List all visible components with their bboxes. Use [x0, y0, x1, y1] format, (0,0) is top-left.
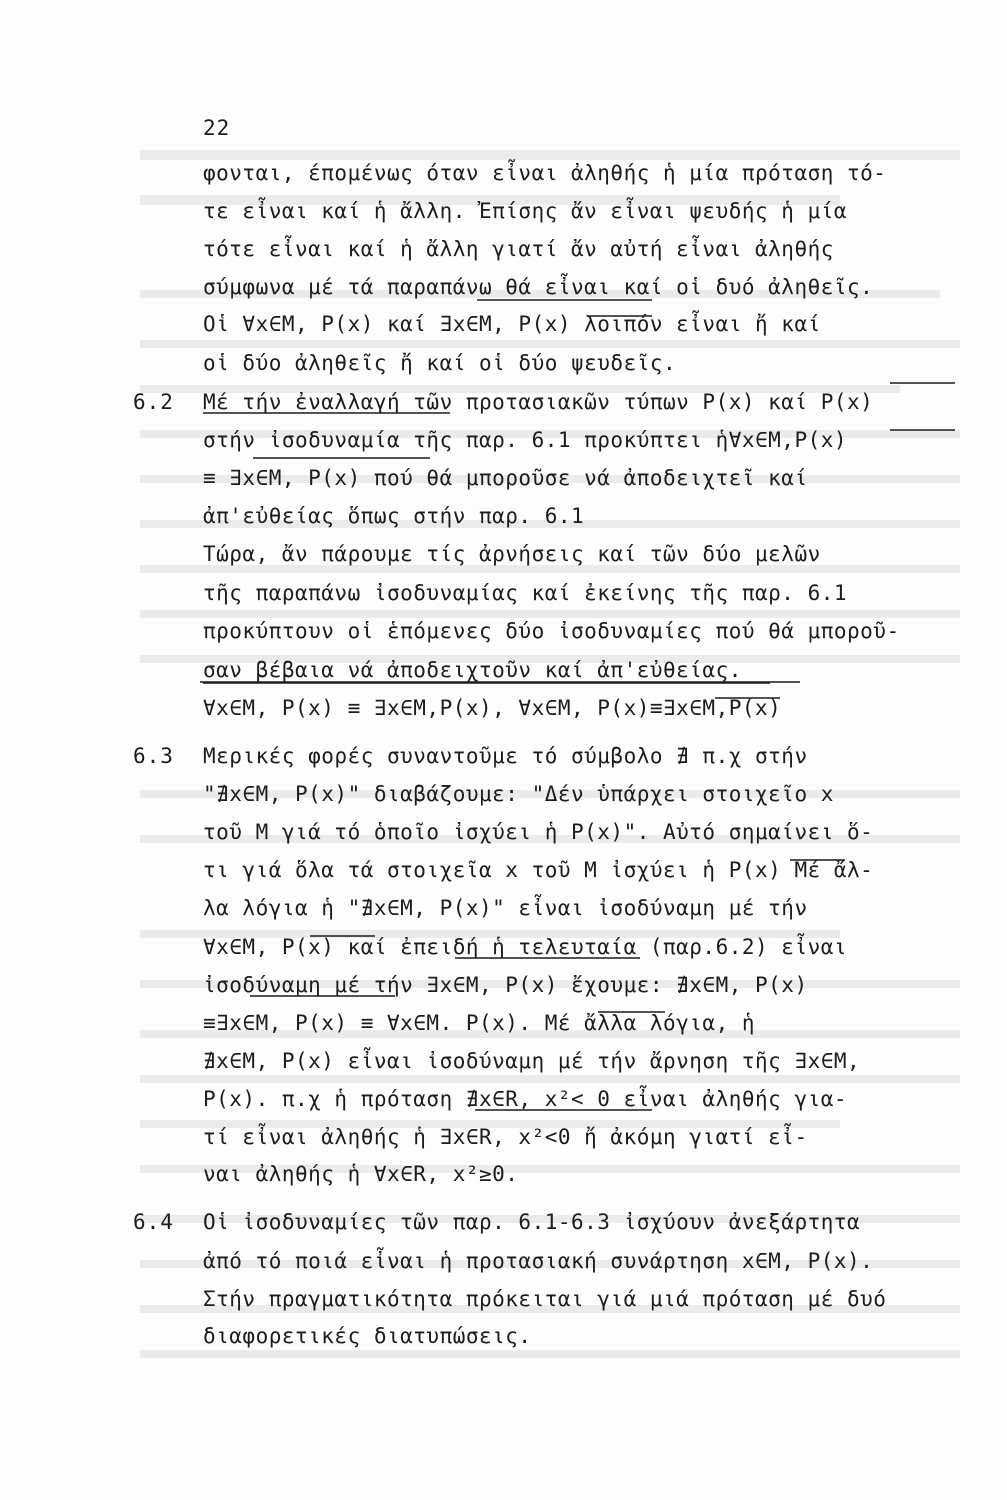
text-line: τί εἶναι ἀληθής ἡ ∃x∈R, x²<0 ἤ ἀκόμη γιατί εἶ- — [203, 1125, 808, 1149]
text-line: Στήν πραγματικότητα πρόκειται γιά μιά πρόταση μέ δυό — [203, 1287, 887, 1311]
formula-line: ∀x∈M, P(x) ≡ ∃x∈M,P(x), ∀x∈M, P(x)≡∃x∈M,P(x) — [203, 696, 782, 720]
text-line: ἀπ'εὐθείας ὅπως στήν παρ. 6.1 — [203, 504, 585, 528]
section-number: 6.2 — [133, 390, 174, 414]
text-line: διαφορετικές διατυπώσεις. — [203, 1324, 532, 1348]
text-line: τοῦ Μ γιά τό ὁποῖο ἰσχύει ἡ P(x)". Αὐτό σημαίνει ὅ- — [203, 820, 874, 844]
text-line: "∄x∈M, P(x)" διαβάζουμε: "Δέν ὑπάρχει στοιχεῖο x — [203, 782, 834, 806]
text-line: ∀x∈M, P(x) καί ἐπειδή ἡ τελευταία (παρ.6.2) εἶναι — [203, 935, 848, 959]
text-line: φονται, έπομένως όταν εἶναι ἀληθής ἡ μία πρόταση τό- — [203, 161, 887, 185]
text-line: στήν ἰσοδυναμία τῆς παρ. 6.1 προκύπτει ἡ∀x∈M,P(x) — [203, 428, 848, 452]
text-line: P(x). π.χ ἡ πρόταση ∄x∈R, x²< 0 εἶναι ἀληθής για- — [203, 1087, 848, 1111]
text-line: σύμφωνα μέ τά παραπάνω θά εἶναι καί οἱ δυό ἀληθεῖς. — [203, 275, 874, 299]
text-line: τότε εἶναι καί ἡ ἄλλη γιατί ἄν αὐτή εἶναι ἀληθής — [203, 237, 834, 261]
text-line: Μέ τήν ἐναλλαγή τῶν προτασιακῶν τύπων P(x) καί P(x) — [203, 390, 874, 414]
text-line: προκύπτουν οἱ ἑπόμενες δύο ἰσοδυναμίες πού θά μποροῦ- — [203, 619, 900, 643]
text-line: λα λόγια ἡ "∄x∈M, P(x)" εἶναι ἰσοδύναμη μέ τήν — [203, 896, 808, 920]
text-line: σαν βέβαια νά ἀποδειχτοῦν καί ἀπ'εὐθείας. — [203, 658, 742, 682]
text-line: τι γιά ὅλα τά στοιχεῖα x τοῦ Μ ἰσχύει ἡ P(x) Μέ ἄλ- — [203, 858, 874, 882]
text-line: ≡ ∃x∈M, P(x) πού θά μποροῦσε νά ἀποδειχτεῖ καί — [203, 466, 808, 490]
text-line: ∄x∈M, P(x) εἶναι ἰσοδύναμη μέ τήν ἄρνηση τῆς ∃x∈M, — [203, 1049, 861, 1073]
section-number: 6.4 — [133, 1210, 174, 1234]
text-line: ναι ἀληθής ἡ ∀x∈R, x²≥0. — [203, 1162, 519, 1186]
text-line: τε εἶναι καί ἡ ἄλλη. Ἐπίσης ἄν εἶναι ψευδής ἡ μία — [203, 199, 848, 223]
text-line: Οἱ ∀x∈M, P(x) καί ∃x∈M, P(x) λοιπόν εἶναι ἤ καί — [203, 312, 821, 336]
text-line: οἱ δύο ἀληθεῖς ἤ καί οἱ δύο ψευδεῖς. — [203, 351, 677, 375]
text-line: ≡∃x∈M, P(x) ≡ ∀x∈M. P(x). Μέ ἄλλα λόγια, ἡ — [203, 1011, 756, 1035]
page-number: 22 — [203, 116, 231, 140]
text-line: Μερικές φορές συναντοῦμε τό σύμβολο ∄ π.χ στήν — [203, 744, 808, 768]
section-number: 6.3 — [133, 744, 174, 768]
text-line: ἰσοδύναμη μέ τήν ∃x∈M, P(x) ἔχουμε: ∄x∈M, P(x) — [203, 973, 808, 997]
text-line: ἀπό τό ποιά εἶναι ἡ προτασιακή συνάρτηση x∈M, P(x). — [203, 1249, 874, 1273]
text-line: τῆς παραπάνω ἰσοδυναμίας καί ἐκείνης τῆς παρ. 6.1 — [203, 581, 848, 605]
text-line: Τώρα, ἄν πάρουμε τίς ἀρνήσεις καί τῶν δύο μελῶν — [203, 542, 821, 566]
text-line: Οἱ ἰσοδυναμίες τῶν παρ. 6.1-6.3 ἰσχύουν ἀνεξάρτητα — [203, 1210, 861, 1234]
